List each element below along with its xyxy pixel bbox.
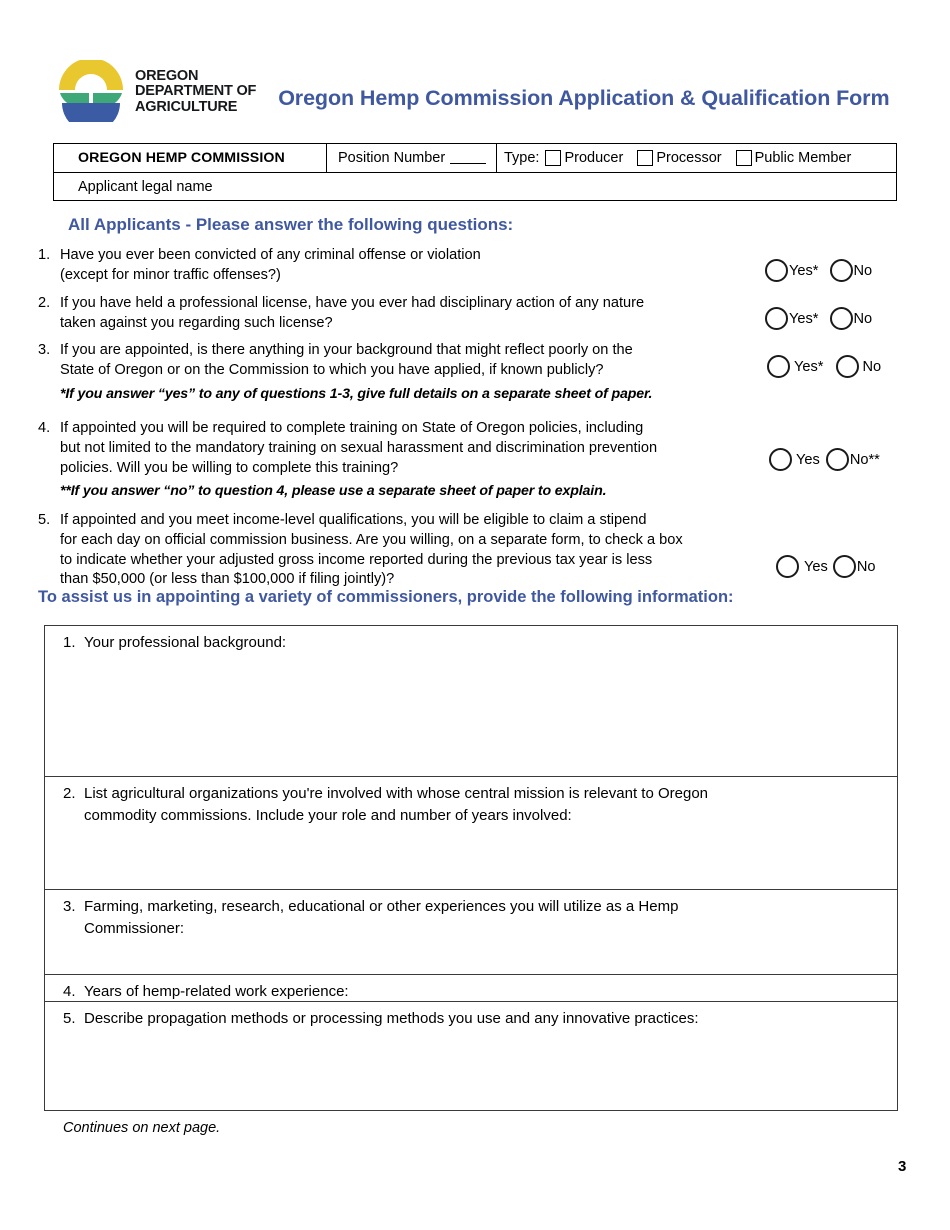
- applicant-type-cell: [497, 144, 896, 172]
- variety-row-3-number: 3.: [63, 898, 76, 915]
- variety-answer-table: [44, 625, 898, 1111]
- question-5-line-1: If appointed and you meet income-level qualifications, you will be eligible to claim a stipend: [60, 512, 647, 528]
- continues-note: Continues on next page.: [63, 1120, 221, 1136]
- variety-row-4-number: 4.: [63, 983, 76, 1000]
- question-5-no-radio[interactable]: [833, 555, 856, 578]
- question-2-line-1: If you have held a professional license, have you ever had disciplinary action of any nature: [60, 295, 645, 311]
- question-3-line-1: If you are appointed, is there anything in your background that might reflect poorly on the: [60, 342, 633, 358]
- question-3-yes-label: Yes*: [794, 358, 824, 375]
- position-number-label: Position Number: [338, 150, 446, 166]
- type-option-processor-label: Processor: [656, 150, 722, 166]
- question-5-yes-label: Yes: [804, 558, 828, 575]
- variety-row-4[interactable]: [45, 975, 897, 1002]
- question-4-no-radio[interactable]: [826, 448, 849, 471]
- type-option-public-member-label: Public Member: [754, 150, 852, 166]
- agency-line-oregon: OREGON: [135, 67, 199, 84]
- question-3-line-2: State of Oregon or on the Commission to which you have applied, if known publicly?: [60, 361, 604, 378]
- variety-row-5-label: [63, 1008, 887, 1030]
- agency-line-department: DEPARTMENT OF: [135, 83, 257, 100]
- variety-row-2-text: [84, 783, 887, 826]
- question-1-number: 1.: [38, 247, 51, 263]
- variety-row-3-line-2: Commissioner:: [84, 919, 185, 937]
- question-4-yes-radio[interactable]: [769, 448, 792, 471]
- applicant-legal-name-row[interactable]: [54, 173, 896, 200]
- type-option-producer-label: Producer: [564, 150, 624, 166]
- question-2-no-label: No: [853, 310, 873, 327]
- question-4-yes-label: Yes: [796, 451, 820, 468]
- question-2-yes-radio[interactable]: [765, 307, 788, 330]
- agency-line-agriculture: AGRICULTURE: [135, 98, 238, 115]
- variety-row-1-label: [63, 632, 887, 654]
- variety-row-3-text: [84, 896, 887, 939]
- type-label: Type:: [504, 150, 540, 166]
- question-4-number: 4.: [38, 420, 51, 436]
- question-3-answers: [767, 355, 881, 378]
- variety-row-1-number: 1.: [63, 634, 76, 651]
- variety-row-3[interactable]: [45, 890, 897, 975]
- commission-name-cell: OREGON HEMP COMMISSION: [54, 144, 327, 172]
- question-3-no-label: No: [862, 358, 882, 375]
- question-4-line-3: policies. Will you be willing to complete this training?: [60, 459, 399, 476]
- variety-section-heading: To assist us in appointing a variety of commissioners, provide the following information:: [38, 588, 734, 606]
- page-number: 3: [898, 1158, 907, 1175]
- question-1-text: [60, 246, 481, 286]
- question-2: [38, 294, 758, 334]
- question-1-no-radio[interactable]: [830, 259, 853, 282]
- page-header: [55, 55, 895, 127]
- variety-row-5-text: Describe propagation methods or processing methods you use and any innovative practices:: [84, 1010, 699, 1027]
- variety-row-2[interactable]: [45, 777, 897, 890]
- question-5-line-3: to indicate whether your adjusted gross income reported during the previous tax year is less: [60, 551, 653, 568]
- variety-row-5[interactable]: [45, 1002, 897, 1110]
- variety-row-4-label: [63, 981, 887, 1003]
- footnote-single-star: *If you answer “yes” to any of questions 1-3, give full details on a separate sheet of paper.: [60, 386, 653, 402]
- question-2-line-2: taken against you regarding such license?: [60, 314, 333, 331]
- footnote-double-star: **If you answer “no” to question 4, please use a separate sheet of paper to explain.: [60, 483, 607, 499]
- page-title: Oregon Hemp Commission Application & Qualification Form: [278, 85, 890, 110]
- question-4-line-2: but not limited to the mandatory training on sexual harassment and discrimination prevention: [60, 439, 658, 456]
- question-5-no-label: No: [856, 558, 876, 575]
- variety-row-1-text: Your professional background:: [84, 634, 287, 651]
- checkbox-public-member[interactable]: [736, 150, 752, 166]
- checkbox-processor[interactable]: [637, 150, 653, 166]
- variety-row-2-label: [63, 783, 887, 826]
- question-3-yes-radio[interactable]: [767, 355, 790, 378]
- variety-row-2-line-1: List agricultural organizations you're involved with whose central mission is relevant to Oregon: [84, 785, 709, 802]
- oda-sun-leaf-logo-icon: [55, 60, 127, 122]
- question-4-answers: [769, 448, 880, 471]
- identity-table-row-1: [54, 144, 896, 173]
- variety-row-4-text: Years of hemp-related work experience:: [84, 983, 349, 1000]
- variety-row-1[interactable]: [45, 626, 897, 777]
- question-5-answers: [776, 555, 875, 578]
- question-1-answers: [765, 259, 872, 282]
- question-2-answers: [765, 307, 872, 330]
- variety-row-2-number: 2.: [63, 785, 76, 802]
- question-2-number: 2.: [38, 295, 51, 311]
- question-5-yes-radio[interactable]: [776, 555, 799, 578]
- question-5-line-4: than $50,000 (or less than $100,000 if filing jointly)?: [60, 571, 395, 588]
- variety-row-5-number: 5.: [63, 1010, 76, 1027]
- question-2-yes-label: Yes*: [789, 310, 819, 327]
- question-2-no-radio[interactable]: [830, 307, 853, 330]
- question-5-line-2: for each day on official commission business. Are you willing, on a separate form, to check a box: [60, 531, 683, 548]
- applicant-legal-name-label: Applicant legal name: [78, 178, 213, 195]
- question-1-line-2: (except for minor traffic offenses?): [60, 266, 281, 283]
- question-1: [38, 246, 738, 286]
- question-3-no-radio[interactable]: [836, 355, 859, 378]
- question-5-number: 5.: [38, 512, 51, 528]
- question-2-text: [60, 294, 644, 334]
- question-5: [38, 511, 778, 590]
- all-applicants-heading: All Applicants - Please answer the following questions:: [68, 215, 514, 234]
- checkbox-producer[interactable]: [545, 150, 561, 166]
- question-4: [38, 419, 768, 478]
- question-5-text: [60, 511, 683, 590]
- question-3: [38, 341, 768, 381]
- question-1-line-1: Have you ever been convicted of any criminal offense or violation: [60, 247, 481, 263]
- question-4-line-1: If appointed you will be required to complete training on State of Oregon policies, including: [60, 420, 644, 436]
- variety-row-2-line-2: commodity commissions. Include your role and number of years involved:: [84, 806, 572, 824]
- question-3-text: [60, 341, 633, 381]
- position-number-cell[interactable]: [327, 144, 497, 172]
- agency-wordmark: [135, 67, 256, 116]
- position-number-input[interactable]: [450, 152, 486, 164]
- question-1-yes-label: Yes*: [789, 262, 819, 279]
- question-4-text: [60, 419, 657, 478]
- variety-row-3-line-1: Farming, marketing, research, educational or other experiences you will utilize as a Hemp: [84, 898, 679, 915]
- variety-row-3-label: [63, 896, 887, 939]
- identity-table: [53, 143, 897, 201]
- question-4-no-label: No**: [849, 451, 880, 468]
- question-1-no-label: No: [853, 262, 873, 279]
- question-3-number: 3.: [38, 342, 51, 358]
- question-1-yes-radio[interactable]: [765, 259, 788, 282]
